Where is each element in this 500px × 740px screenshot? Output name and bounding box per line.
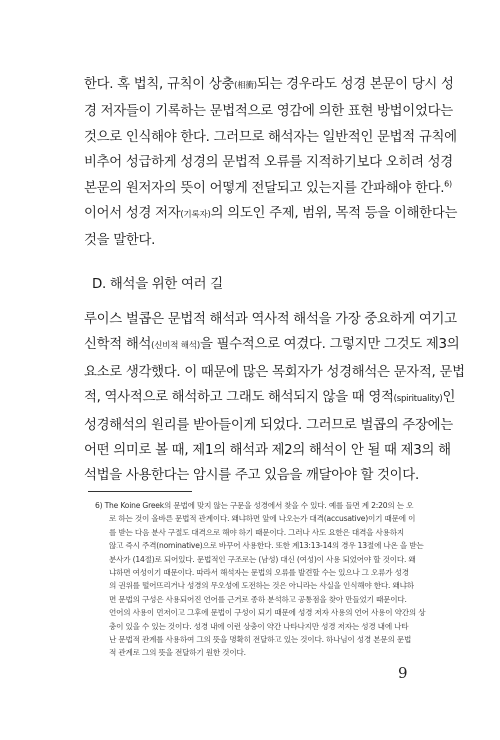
text-run: 의 의도인 주제, 범위, 목적 등을 이해한다는 — [210, 206, 458, 222]
text-line — [84, 176, 452, 201]
text-run: 되는 경우라도 성경 본문이 당시 성 — [256, 77, 454, 92]
text-line: 어떤 의미로 볼 때, 제1의 해석과 제2의 해석이 안 될 때 제3의 해 — [84, 443, 451, 459]
footnote-line: 면 문법의 구성은 사용되어진 언어를 근거로 종하 분석하고 공통점을 찾아 만들었기 때문이다. — [109, 594, 407, 604]
footnote-line: 6) The Koine Greek의 문법에 맞지 않는 구문을 성경에서 찾을 수 있다. 예를 들면 계 2:20의 는 오 — [95, 501, 414, 510]
text-run: 인 — [442, 390, 456, 406]
inline-gloss: (신비적 해석) — [151, 341, 200, 352]
text-run: 한다. 혹 법칙, 규칙이 상충 — [84, 77, 235, 92]
footnote-line: 를 받는 다음 분사 구절도 대격으로 해야 하기 때문이다. 그러나 사도 요한은 대격을 사용하지 — [109, 527, 405, 537]
paragraph-1 — [84, 72, 458, 254]
footnote-divider — [88, 491, 192, 492]
text-line: 요소로 생각했다. 이 때문에 많은 목회자가 성경해석은 문자적, 문법 — [84, 364, 465, 380]
inline-gloss: (spirituality) — [393, 394, 443, 405]
text-line: 것으로 인식해야 한다. 그러므로 해석자는 일반적인 문법적 규칙에 — [84, 129, 457, 145]
text-line: 경 저자들이 기록하는 문법적으로 영감에 의한 표현 방법이었다는 — [84, 104, 453, 120]
inline-gloss: (기록자) — [180, 210, 211, 221]
footnote-line: 충이 있을 수 있는 것이다. 성경 내에 이런 상충이 약간 나타나지만 성경 저자는 성경 내에 나타 — [109, 621, 409, 631]
text-line: 것을 말한다. — [84, 233, 156, 249]
footnote-line: 의 권위를 떨어뜨리거나 성경의 무오성에 도전하는 것은 아니라는 사실을 인식해야 한다. 왜냐하 — [109, 581, 414, 591]
text-line — [84, 72, 454, 99]
section-heading: D. 해석을 위한 여러 길 — [92, 277, 223, 292]
footnote-ref[interactable]: 6) — [444, 179, 452, 189]
text-line — [84, 332, 460, 359]
footnote-line: 분사가 (14절)로 되어있다. 문법적인 구조로는 (남성) 대신 (여성)이 사용 되었어야 할 것이다. 왜 — [109, 554, 416, 564]
text-line: 석법을 사용한다는 암시를 주고 있음을 깨달아야 할 것이다. — [84, 468, 419, 484]
page-number: 9 — [398, 664, 408, 682]
text-line: 성경해석의 원리를 받아들이게 되었다. 그러므로 벌콥의 주장에는 — [84, 417, 453, 433]
text-run: 이어서 성경 저자 — [84, 206, 181, 222]
text-line — [84, 201, 458, 228]
paragraph-2 — [84, 307, 465, 489]
text-run: 을 필수적으로 여겼다. 그렇지만 그것도 제3의 — [199, 337, 460, 353]
footnote-line: 냐하면 여성이기 때문이다. 따라서 해석자는 문법의 오류를 발견할 수는 있으나 그 오류가 성경 — [109, 568, 409, 578]
footnote-line: 로 하는 것이 올바른 문법적 관계이다. 왜냐하면 앞에 나오는가 대격(accusative)이기 때문에 이 — [109, 514, 416, 524]
footnote-line: 않고 즉시 주격(nominative)으로 바꾸어 사용한다. 또한 계13:13-14의 경우 13절에 나온 을 받는 — [109, 541, 424, 551]
text-run: 신학적 해석 — [84, 337, 152, 353]
text-line: 루이스 벌콥은 문법적 해석과 역사적 해석을 가장 중요하게 여기고 — [84, 312, 457, 327]
footnote-line: 난 문법적 관계를 사용하여 그의 뜻을 명확히 전달하고 있는 것이다. 하나님이 성경 본문의 문법 — [109, 635, 412, 645]
text-run: 본문의 원저자의 뜻이 어떻게 전달되고 있는지를 간파해야 한다. — [84, 180, 445, 196]
text-line: 비추어 성급하게 성경의 문법적 오류를 지적하기보다 오히려 성경 — [84, 155, 453, 171]
hanja-gloss: (相衝) — [234, 81, 257, 91]
text-line — [84, 385, 456, 412]
footnote — [95, 499, 435, 660]
footnote-line: 적 관계로 그의 뜻을 전달하기 원한 것이다. — [109, 648, 246, 658]
footnote-line: 언어의 사용이 먼저이고 그후에 문법이 구성이 되기 때문에 성경 저자 사용의 언어 사용이 약간의 상 — [109, 608, 426, 618]
text-run: 적, 역사적으로 해석하고 그래도 해석되지 않을 때 영적 — [84, 390, 394, 406]
